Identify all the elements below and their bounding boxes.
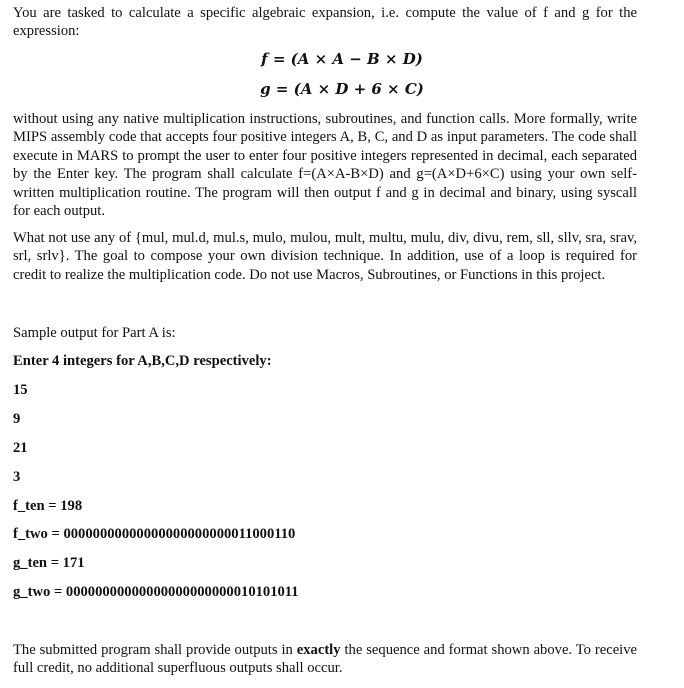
requirements-paragraph: without using any native multiplication instructions, subroutines, and function calls. More formally, write MIPS assembly code that accepts four positive integers A, B, C, and D as input parameters. The code shall execute in MARS to prompt the user to enter four positive integers represented in decimal, each separated by the Enter key. The program shall calculate f=(A×A-B×D) and g=(A×D+6×C) using your own self-written multiplication routine. The program will then output f and g in decimal and binary, using syscall for each output.: [13, 111, 637, 220]
output-g-ten: g_ten = 171: [13, 555, 85, 571]
restrictions-paragraph: What not use any of {mul, mul.d, mul.s, mulo, mulou, mult, multu, mulu, div, divu, rem, sll, sllv, sra, srav, srl, srlv}. The goal to compose your own division technique. In addition, use of a loop is required for credit to realize the multiplication code. Do not use Macros, Subroutines, or Functions in this project.: [13, 230, 637, 283]
closing-paragraph: [13, 641, 637, 678]
closing-before: The submitted program shall provide outputs in: [13, 642, 297, 658]
sample-prompt: Enter 4 integers for A,B,C,D respectively:: [13, 353, 272, 369]
equation-g-rhs: (A × D + 6 × C): [293, 80, 424, 98]
equation-g-lhs: g: [260, 80, 271, 98]
equation-f-lhs: f: [261, 50, 268, 68]
intro-paragraph: You are tasked to calculate a specific algebraic expansion, i.e. compute the value of f and g for the expression:: [13, 5, 637, 40]
closing-emphasis: exactly: [296, 642, 341, 658]
equation-f-rhs: (A × A − B × D): [290, 50, 423, 68]
sample-input-d: 3: [13, 469, 21, 485]
sample-input-b: 9: [13, 411, 21, 427]
sample-heading: Sample output for Part A is:: [13, 325, 176, 341]
closing-after: the sequence and format shown above. To receive full credit, no additional superfluous outputs shall occur.: [13, 642, 638, 677]
output-g-two: g_two = 00000000000000000000000010101011: [13, 584, 299, 600]
sample-input-c: 21: [13, 440, 28, 456]
equation-g: g = (A × D + 6 × C): [260, 80, 424, 98]
equation-f: f = (A × A − B × D): [261, 50, 423, 68]
output-f-two: f_two = 00000000000000000000000011000110: [13, 526, 296, 542]
output-f-ten: f_ten = 198: [13, 498, 83, 514]
sample-input-a: 15: [13, 382, 28, 398]
